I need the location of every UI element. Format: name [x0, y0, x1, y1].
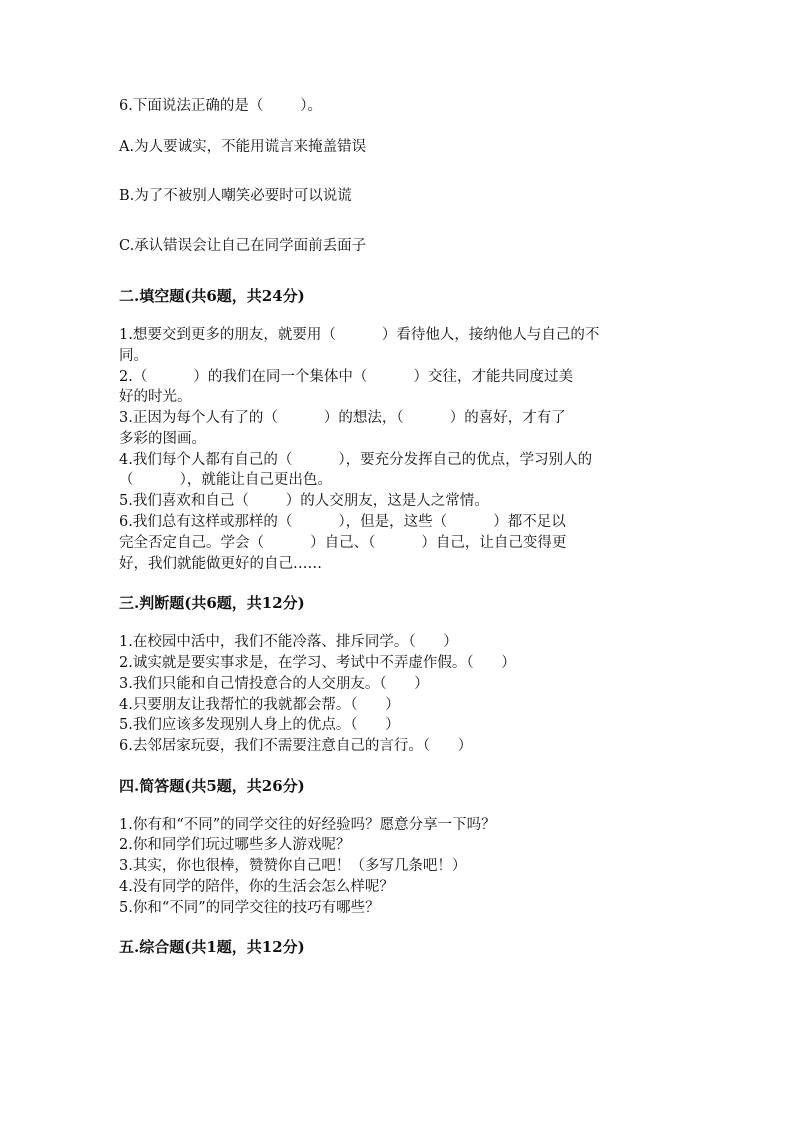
short-answer-line: 1.你有和“不同”的同学交往的好经验吗？愿意分享一下吗？	[119, 817, 496, 833]
fill-line: （ ），就能让自己更出色。	[119, 472, 332, 488]
fill-line: 5.我们喜欢和自己（ ）的人交朋友，这是人之常情。	[119, 493, 489, 509]
fill-section-heading: 二.填空题(共6题，共24分)	[119, 287, 305, 305]
judge-line: 2.诚实就是要实事求是，在学习、考试中不弄虚作假。（ ）	[119, 655, 516, 671]
fill-line: 完全否定自己。学会（ ）自己、（ ）自己，让自己变得更	[119, 535, 567, 551]
judge-section-heading: 三.判断题(共6题，共12分)	[119, 594, 305, 612]
question-6-stem: 6.下面说法正确的是（ ）。	[119, 98, 322, 114]
composite-section-heading: 五.综合题(共1题，共12分)	[119, 938, 305, 956]
fill-line: 同。	[119, 348, 148, 364]
fill-line: 4.我们每个人都有自己的（ ），要充分发挥自己的优点，学习别人的	[119, 452, 593, 468]
short-answer-line: 3.其实，你也很棒，赞赞你自己吧！（多写几条吧！）	[119, 858, 467, 874]
short-answer-line: 4.没有同学的陪伴，你的生活会怎么样呢？	[119, 879, 394, 895]
question-6-option-a: A.为人要诚实，不能用谎言来掩盖错误	[119, 139, 367, 155]
judge-line: 5.我们应该多发现别人身上的优点。（ ）	[119, 717, 400, 733]
fill-line: 多彩的图画。	[119, 431, 206, 447]
short-answer-section-heading: 四.简答题(共5题，共26分)	[119, 777, 305, 795]
fill-line: 好，我们就能做更好的自己……	[119, 556, 322, 572]
question-6-option-b: B.为了不被别人嘲笑必要时可以说谎	[119, 188, 352, 204]
judge-line: 1.在校园中活中，我们不能冷落、排斥同学。（ ）	[119, 634, 458, 650]
fill-line: 6.我们总有这样或那样的（ ），但是，这些（ ）都不足以	[119, 514, 566, 530]
judge-line: 6.去邻居家玩耍，我们不需要注意自己的言行。（ ）	[119, 738, 473, 754]
short-answer-line: 5.你和“不同”的同学交往的技巧有哪些？	[119, 900, 380, 916]
question-6-option-c: C.承认错误会让自己在同学面前丢面子	[119, 238, 367, 254]
fill-line: 好的时光。	[119, 389, 192, 405]
fill-line: 1.想要交到更多的朋友，就要用（ ）看待他人，接纳他人与自己的不	[119, 327, 600, 343]
short-answer-line: 2.你和同学们玩过哪些多人游戏呢？	[119, 837, 351, 853]
judge-line: 3.我们只能和自己情投意合的人交朋友。（ ）	[119, 676, 429, 692]
judge-line: 4.只要朋友让我帮忙的我就都会帮。（ ）	[119, 697, 400, 713]
fill-line: 3.正因为每个人有了的（ ）的想法，（ ）的喜好，才有了	[119, 410, 566, 426]
fill-line: 2.（ ）的我们在同一个集体中（ ）交往，才能共同度过美	[119, 369, 574, 385]
